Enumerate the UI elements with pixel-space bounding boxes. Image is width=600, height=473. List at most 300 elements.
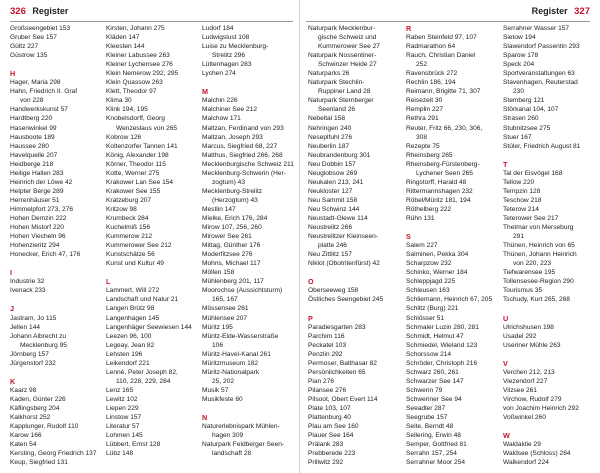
index-entry-continuation: 308 <box>416 133 428 141</box>
index-entry: Krumbeck 284 <box>106 214 149 222</box>
index-entry: Legeay, Jean 82 <box>106 341 155 349</box>
index-entry: Schleppjagd 225 <box>406 278 456 286</box>
index-entry: Müritzmuseum 182 <box>202 359 259 367</box>
index-entry: Pilansee 276 <box>308 386 347 394</box>
index-entry: Jastram, Jo 115 <box>10 314 57 322</box>
index-entry: Naturpark Stechlin- <box>308 79 365 87</box>
right-page <box>300 0 600 473</box>
index-entry: Klink 194, 195 <box>106 106 148 114</box>
index-entry: Serrahner Moor 254 <box>406 459 466 467</box>
index-entry: Thünen, Heinrich von 65 <box>503 242 575 250</box>
index-entry-continuation: zogtum) 43 <box>212 178 245 186</box>
index-entry: Johann Albrecht zu <box>10 332 67 340</box>
index-entry: Peckatel 103 <box>308 341 347 349</box>
index-letter-heading: W <box>503 431 510 441</box>
index-entry: Kläden 147 <box>106 34 140 42</box>
index-entry: Neukloster 127 <box>308 187 353 195</box>
index-entry: Naturpark Mecklenbur- <box>308 25 376 32</box>
index-entry: Raben Steinfeld 97, 107 <box>406 34 477 42</box>
index-entry: Schweriner See 94 <box>406 395 462 403</box>
index-entry: Schwarzer See 147 <box>406 377 464 385</box>
index-entry: Plau am See 160 <box>308 423 359 431</box>
index-entry: Mittag, Günther 176 <box>202 242 261 250</box>
index-entry: Gruber See 157 <box>10 34 57 42</box>
index-entry: Neustrelitz 266 <box>308 224 352 232</box>
index-entry: Moorochse (Aussichtsturm) <box>202 287 283 295</box>
index-entry: Klett, Theodor 97 <box>106 88 157 96</box>
index-letter-heading: T <box>503 159 508 169</box>
index-entry: Lehsten 196 <box>106 350 143 358</box>
index-entry-continuation: hagen 309 <box>212 432 244 440</box>
index-entry: Möllen 158 <box>202 269 235 277</box>
index-entry: Rethra 291 <box>406 115 439 123</box>
index-letter-heading: U <box>503 313 509 323</box>
index-entry: Musikfeste 60 <box>202 395 243 403</box>
index-entry: Klein Nemerow 292, 295 <box>106 70 179 78</box>
index-entry: Mecklenburg-Schwerin (Her- <box>202 169 286 177</box>
index-entry: Seite, Berndt 48 <box>406 423 454 431</box>
index-entry: Teterower See 217 <box>503 214 559 222</box>
index-entry: Nebeltal 158 <box>308 115 346 123</box>
index-entry: Strasen 260 <box>503 115 539 123</box>
index-entry: Pilsoot, Obert Evert 114 <box>308 395 378 403</box>
index-entry: Salem 227 <box>406 242 438 250</box>
index-entry: Plattenburg 40 <box>308 414 351 422</box>
index-entry: Tiefwarensee 195 <box>503 269 556 277</box>
index-entry-continuation: 252 <box>416 61 428 69</box>
index-letter-heading: K <box>10 376 16 386</box>
index-entry: Pian 276 <box>308 377 335 385</box>
index-entry: Kaarz 98 <box>10 386 37 394</box>
index-entry: Hohen Viecheln 96 <box>10 233 66 241</box>
index-entry: Störkanal 104, 107 <box>503 106 559 114</box>
index-entry: Neu Sammit 158 <box>308 196 358 204</box>
index-entry: Sellering, Erwin 48 <box>406 432 461 440</box>
index-entry: Karow 166 <box>10 432 42 440</box>
index-column-6 <box>503 24 597 467</box>
index-entry: Heinrich der Löwe 42 <box>10 178 73 186</box>
index-entry: Musik 57 <box>202 386 229 394</box>
index-entry: Naturpark Sternberger <box>308 97 374 105</box>
index-spacer <box>10 368 104 377</box>
index-entry: Östliches Seengebiet 245 <box>308 296 384 304</box>
index-entry: Stemberg 121 <box>503 97 545 105</box>
index-entry: Remplin 227 <box>406 106 444 114</box>
index-entry: Kleiner Lychensee 276 <box>106 61 173 69</box>
index-entry: Maltzan, Ferdinand von 293 <box>202 124 284 132</box>
index-entry: Schmiedel, Wieland 123 <box>406 341 478 349</box>
index-entry: Müritz-Elde-Wasserstraße <box>202 332 279 340</box>
index-entry: Plate 103, 107 <box>308 404 351 412</box>
index-entry: Prälank 283 <box>308 441 344 449</box>
index-entry: Lübz 148 <box>106 450 134 458</box>
index-entry-continuation: gische Schweiz und <box>318 34 377 42</box>
index-entry: Helpter Berge 289 <box>10 187 64 195</box>
index-entry: Tellow 220 <box>503 178 535 186</box>
index-entry: Katen 54 <box>10 441 37 449</box>
index-entry: Langen Brütz 98 <box>106 305 155 313</box>
index-entry: Mössensee 261 <box>202 305 249 313</box>
right-page-title: Register <box>531 6 568 16</box>
index-entry: Schwarz 260, 261 <box>406 368 459 376</box>
index-entry: Knobelsdorff, Georg <box>106 115 165 123</box>
index-entry: Maltzan, Joseph 293 <box>202 133 263 141</box>
index-letter-heading: I <box>10 268 12 278</box>
index-entry: Schinko, Werner 184 <box>406 269 468 277</box>
index-entry: Neu Dobbin 157 <box>308 160 356 168</box>
index-entry: Vilzsee 261 <box>503 386 537 394</box>
index-entry: Waldsee (Schloss) 284 <box>503 450 571 458</box>
index-entry: Neseplfuhl 276 <box>308 133 352 141</box>
index-entry-continuation: platte 246 <box>318 242 347 250</box>
index-entry: Ivenack 233 <box>10 287 46 295</box>
index-entry: Kleesten 144 <box>106 43 145 51</box>
index-entry: Neustrelitzer Kleinseen- <box>308 233 378 241</box>
index-entry-continuation: landschaft 28 <box>212 450 252 458</box>
index-entry: Jörnberg 157 <box>10 350 49 358</box>
index-entry: Penzlin 292 <box>308 350 343 358</box>
index-entry: Landschaft und Natur 21 <box>106 296 179 304</box>
index-entry: Rauch, Christian Daniel <box>406 52 476 60</box>
index-entry: Waldaktie 29 <box>503 441 541 449</box>
index-entry: Koltenzorfer Tannen 141 <box>106 142 178 150</box>
index-entry: Parchim 116 <box>308 332 345 340</box>
index-spacer <box>106 268 200 277</box>
index-entry: Stavenhagen, Reuterstad <box>503 79 578 87</box>
index-entry: Lenz 165 <box>106 386 134 394</box>
index-entry: Luise zu Mecklenburg- <box>202 43 269 51</box>
index-entry: Röbel/Müritz 181, 194 <box>406 196 471 204</box>
index-entry: Paradiesgarten 283 <box>308 323 366 331</box>
index-entry-continuation: Mecklenburg 95 <box>20 341 67 349</box>
index-entry: Mecklenburgische Schweiz 211 <box>202 160 294 168</box>
index-entry: Serrahn 157, 254 <box>406 450 457 458</box>
index-entry: Speck 204 <box>503 61 535 69</box>
index-column-4 <box>308 24 402 467</box>
index-entry: Kotte, Werner 275 <box>106 169 160 177</box>
index-spacer <box>503 304 597 313</box>
index-entry-continuation: Seenland 26 <box>318 106 356 114</box>
index-entry: Sportveranstaltungen 63 <box>503 70 575 78</box>
index-entry-continuation: Kummerower See 27 <box>318 43 380 51</box>
index-entry: Mirow 107, 256, 260 <box>202 224 262 232</box>
index-letter-heading: J <box>10 304 14 314</box>
index-entry: Reimann, Brigitte 71, 307 <box>406 88 481 96</box>
index-entry: Kirsten, Johann 275 <box>106 25 165 32</box>
index-entry: Usadel 292 <box>503 332 537 340</box>
index-entry: Hardtberg 220 <box>10 115 53 123</box>
index-entry: Lewitz 102 <box>106 395 138 403</box>
index-entry: Klein Quassow 263 <box>106 79 163 87</box>
index-entry: Liepen 229 <box>106 404 139 412</box>
index-entry: Literatur 57 <box>106 423 140 431</box>
index-entry: Kratzeburg 207 <box>106 196 152 204</box>
index-entry-continuation: 110, 228, 229, 284 <box>116 377 171 385</box>
index-entry-continuation: von 220, 223 <box>513 260 552 268</box>
index-entry: Hasenwinkel 99 <box>10 124 57 132</box>
index-entry: Tschudy, Kurt 265, 268 <box>503 296 570 304</box>
index-entry: Langenhagen 145 <box>106 314 160 322</box>
index-entry: Hohen Demzin 222 <box>10 214 67 222</box>
index-entry: Useriner Mühle 263 <box>503 341 561 349</box>
index-letter-heading: L <box>106 277 111 287</box>
index-entry: Naturpark Nossentiner- <box>308 52 377 60</box>
index-entry: Himmelpfort 273, 276 <box>10 205 74 213</box>
index-entry: Prillwitz 292 <box>308 459 344 467</box>
index-entry: Honecker, Erich 47, 176 <box>10 251 81 259</box>
index-spacer <box>202 404 296 413</box>
index-entry: Jellen 144 <box>10 323 41 331</box>
index-entry: Scharpzow 232 <box>406 260 452 268</box>
index-entry: Viezendorf 227 <box>503 377 548 385</box>
index-entry: Kunst und Kultur 49 <box>106 260 164 268</box>
index-entry: Körner, Theodor 115 <box>106 160 166 168</box>
index-entry: Kunstschätze 56 <box>106 251 155 259</box>
index-entry: Voßwinkel 260 <box>503 414 546 422</box>
index-entry: Tourismus 35 <box>503 287 543 295</box>
index-entry: Käflingsberg 204 <box>10 404 60 412</box>
index-entry-continuation: 25, 202 <box>212 377 234 385</box>
index-entry: Krakower Lan See 154 <box>106 178 174 186</box>
index-spacer <box>10 295 104 304</box>
index-entry: Thünen, Johann Heinrich <box>503 251 577 259</box>
index-entry: Seeadler 287 <box>406 404 446 412</box>
index-entry: Neuberlin 187 <box>308 142 350 150</box>
index-letter-heading: N <box>202 413 208 423</box>
index-entry: Schorssow 214 <box>406 350 452 358</box>
index-entry: Schlösser 51 <box>406 314 445 322</box>
index-entry: Heidberge 218 <box>10 160 54 168</box>
index-entry: Sietow 194 <box>503 34 536 42</box>
index-entry: Leezen 96, 100 <box>106 332 152 340</box>
index-entry: Mühlenberg 201, 117 <box>202 278 264 286</box>
index-entry: Ludwigslust 108 <box>202 34 250 42</box>
index-entry: Rheinsberg 265 <box>406 151 453 159</box>
index-entry: Kummerower See 212 <box>106 242 172 250</box>
index-entry: Schröder, Christoph 216 <box>406 359 478 367</box>
index-entry: Schmidt, Helmut 47 <box>406 332 464 340</box>
index-entry: Marcus, Siegfried 68, 227 <box>202 142 278 150</box>
index-entry: Jürgenstorf 232 <box>10 359 56 367</box>
index-entry: Naturpark Feldberger Seen- <box>202 441 285 449</box>
index-entry: Mohns, Michael 117 <box>202 260 261 268</box>
index-entry: Mirower See 261 <box>202 233 252 241</box>
left-page-title: Register <box>32 6 69 16</box>
index-entry: Ravensbrück 272 <box>406 70 458 78</box>
index-entry: Kalkhorst 252 <box>10 414 51 422</box>
index-letter-heading: H <box>10 69 16 79</box>
index-spacer <box>503 350 597 359</box>
index-entry: Großseengebiet 153 <box>10 25 71 32</box>
index-letter-heading: V <box>503 358 508 368</box>
index-entry: Semper, Gottfried 81 <box>406 441 467 449</box>
index-spacer <box>308 268 402 277</box>
index-entry: Stubnitzsee 275 <box>503 124 551 132</box>
index-entry: Plauer See 164 <box>308 432 354 440</box>
index-entry: Kleiner Labussee 263 <box>106 52 170 60</box>
index-entry: Neu Schwinz 144 <box>308 205 360 213</box>
index-letter-heading: O <box>308 277 314 287</box>
index-entry: Tal der Eisvögel 168 <box>503 169 563 177</box>
index-entry: Schwerin 79 <box>406 386 443 394</box>
index-entry: Lammert, Will 272 <box>106 287 160 295</box>
index-entry: Kapplunger, Rudolf 110 <box>10 423 79 431</box>
index-entry: Niklot (Obotritenfürst) 42 <box>308 260 380 268</box>
index-entry: Malchow 171 <box>202 115 241 123</box>
index-column-2 <box>106 24 200 458</box>
index-letter-heading: P <box>308 313 313 323</box>
index-entry: Havelquelle 207 <box>10 151 58 159</box>
index-entry: Gültz 227 <box>10 43 39 51</box>
index-spacer <box>406 223 500 232</box>
index-entry: Neuglobsow 269 <box>308 169 358 177</box>
index-entry: Persönlichkeiten 65 <box>308 368 366 376</box>
index-entry: Mielke, Erich 176, 284 <box>202 214 268 222</box>
index-entry: Handwerkskunst 57 <box>10 106 68 114</box>
index-entry: Kuchelmiß 156 <box>106 224 150 232</box>
index-spacer <box>503 422 597 431</box>
right-page-header <box>528 6 590 20</box>
index-entry: Hausboote 189 <box>10 133 55 141</box>
index-entry: Lohmen 145 <box>106 432 143 440</box>
index-entry: Slawendorf Passentin 293 <box>503 43 580 51</box>
index-entry: Rezepte 75 <box>406 142 440 150</box>
index-entry: Serrahner Wasser 157 <box>503 25 570 32</box>
index-entry: Müritz-Havel-Kanal 261 <box>202 350 271 358</box>
index-entry: Haussee 280 <box>10 142 49 150</box>
index-entry: Heilige Hallen 283 <box>10 169 64 177</box>
index-entry: Mühlensee 207 <box>202 314 248 322</box>
left-page-number: 326 <box>10 6 26 17</box>
index-entry: Tempzin 128 <box>503 187 541 195</box>
index-entry: Teschow 218 <box>503 196 542 204</box>
index-entry: Lübbert, Ernst 128 <box>106 441 161 449</box>
index-column-3 <box>202 24 296 458</box>
index-entry: Herrenhäuser 51 <box>10 196 60 204</box>
index-entry-continuation: Lychener Seen 265 <box>416 169 473 177</box>
index-entry-continuation: Schwinzer Heide 27 <box>318 61 377 69</box>
index-entry: Kritzow 98 <box>106 205 137 213</box>
index-entry: Lychen 274 <box>202 70 236 78</box>
index-entry: Salminen, Pekka 304 <box>406 251 469 259</box>
index-entry: Verchen 212, 213 <box>503 368 555 376</box>
index-entry: Lenné, Peter Joseph 82, <box>106 368 178 376</box>
index-entry: Prebberede 223 <box>308 450 356 458</box>
index-entry: Radmarathon 64 <box>406 43 456 51</box>
index-entry-continuation: Strelitz 296 <box>212 52 245 60</box>
index-entry: Hohen Mistorf 220 <box>10 224 64 232</box>
index-entry: Hager, Maria 298 <box>10 79 61 87</box>
index-entry-continuation: 106 <box>212 341 224 349</box>
index-entry: Röthelberg 222 <box>406 205 452 213</box>
index-entry-continuation: Ruppiner Land 28 <box>318 88 371 96</box>
index-entry: Permoser, Balthasar 82 <box>308 359 377 367</box>
index-entry: Stuer 167 <box>503 133 532 141</box>
index-entry: Neu Zittlitz 157 <box>308 251 352 259</box>
index-entry: Keup, Siegfried 131 <box>10 459 68 467</box>
index-entry: Schliemann, Heinrich 67, 205 <box>406 296 493 304</box>
right-header-rule <box>306 21 590 22</box>
index-letter-heading: S <box>406 232 411 242</box>
index-entry: Moderfitzsee 276 <box>202 251 253 259</box>
index-entry: Kummerow 212 <box>106 233 153 241</box>
index-letter-heading: R <box>406 24 412 33</box>
index-entry-continuation: Wenzeslaus von 265 <box>116 124 178 132</box>
index-spacer <box>10 60 104 69</box>
index-entry: Schlitz (Burg) 221 <box>406 305 459 313</box>
index-entry: Naturerlebnispark Mühlen- <box>202 423 280 431</box>
index-entry-continuation: von 228 <box>20 97 44 105</box>
index-entry: Sparow 178 <box>503 52 539 60</box>
index-entry: Tollensesee-Region 290 <box>503 278 574 286</box>
index-entry: Nehringen 240 <box>308 124 352 132</box>
index-entry: Neubrandenburg 301 <box>308 151 371 159</box>
index-entry: Oberseeweg 158 <box>308 287 359 295</box>
index-entry-continuation: (Herzogtum) 43 <box>212 196 258 204</box>
index-entry: Lüttenhagen 283 <box>202 61 252 69</box>
index-entry: Langenhäger Seewiesen 144 <box>106 323 192 331</box>
index-entry: Kobrow 126 <box>106 133 142 141</box>
index-entry: Naturparks 26 <box>308 70 350 78</box>
index-entry: Seegrube 157 <box>406 414 448 422</box>
index-entry: Hohenzieritz 294 <box>10 242 60 250</box>
index-entry: Rittermannshagen 232 <box>406 187 473 195</box>
index-entry: Kaden, Günter 226 <box>10 395 66 403</box>
index-entry: Malchiner See 212 <box>202 106 257 114</box>
index-spacer <box>202 78 296 87</box>
index-entry: Müritz-Nationalpark <box>202 368 260 376</box>
index-entry: Neukalen 213, 241 <box>308 178 364 186</box>
index-entry: Rühn 131 <box>406 214 435 222</box>
index-entry: Virchow, Rudolf 279 <box>503 395 562 403</box>
index-entry: Ulrichshusen 198 <box>503 323 554 331</box>
index-entry: Reisezeit 30 <box>406 97 443 105</box>
index-entry: Mecklenburg-Strelitz <box>202 187 263 195</box>
index-entry: Matthus, Siegfried 266, 268 <box>202 151 283 159</box>
index-entry: Güstrow 135 <box>10 52 48 60</box>
index-column-1 <box>10 24 104 467</box>
index-spacer <box>503 151 597 160</box>
index-entry: Klima 30 <box>106 97 132 105</box>
left-page-header <box>10 6 72 20</box>
index-entry: Teterow 214 <box>503 205 539 213</box>
index-entry: Ludorf 184 <box>202 25 234 32</box>
index-entry: von Joachim Heinrich 292 <box>503 404 579 412</box>
left-header-rule <box>10 21 293 22</box>
index-letter-heading: M <box>202 87 208 97</box>
index-entry-continuation: 291 <box>513 233 525 241</box>
index-entry: Thetmar von Merseburg <box>503 224 574 232</box>
index-entry: Malchin 226 <box>202 97 238 105</box>
index-entry: König, Alexander 198 <box>106 151 169 159</box>
index-entry: Neustadt-Glewe 114 <box>308 214 368 222</box>
index-entry: Walkendorf 224 <box>503 459 549 467</box>
index-entry: Leikendorf 221 <box>106 359 150 367</box>
right-page-number: 327 <box>574 6 590 17</box>
index-entry: Kersting, Georg Friedrich 137 <box>10 450 97 458</box>
index-entry: Schmaler Luzin 280, 281 <box>406 323 479 331</box>
index-entry: Mestlin 147 <box>202 205 236 213</box>
index-entry: Hahn, Friedrich II. Graf <box>10 88 78 96</box>
index-entry: Rechlin 186, 194 <box>406 79 456 87</box>
index-entry-continuation: 165, 167 <box>212 296 238 304</box>
index-entry: Industrie 32 <box>10 278 45 286</box>
index-entry: Reuter, Fritz 66, 230, 306, <box>406 124 483 132</box>
index-entry-continuation: 230 <box>513 88 525 96</box>
index-entry: Schleusen 163 <box>406 287 450 295</box>
index-entry: Ringstorff, Harald 48 <box>406 178 467 186</box>
index-entry: Linstow 157 <box>106 414 142 422</box>
